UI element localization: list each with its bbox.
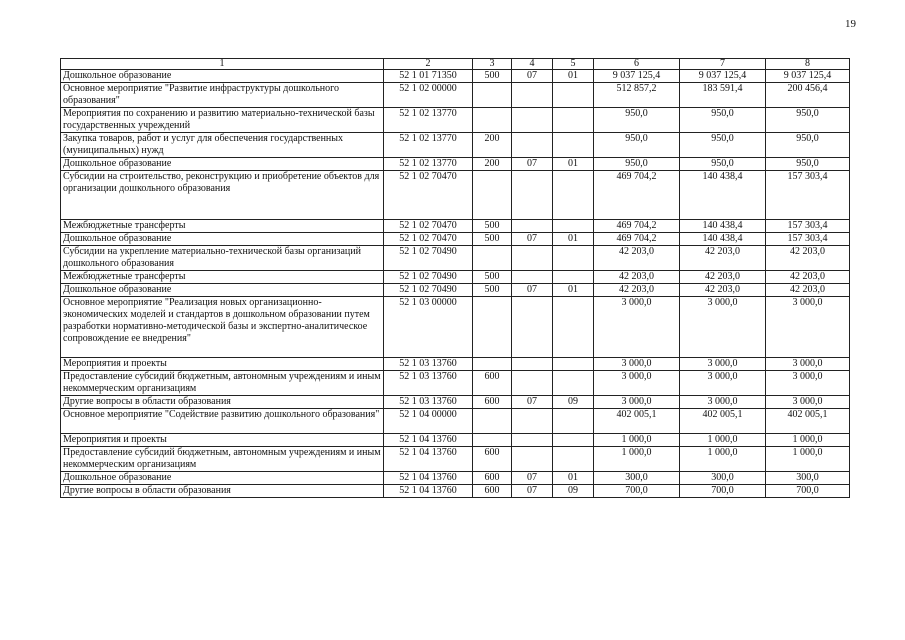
- row-col6-cell: 1 000,0: [594, 447, 680, 472]
- row-name-cell: Субсидии на укрепление материально-технической базы организаций дошкольного образования: [61, 246, 384, 271]
- column-header: 5: [553, 59, 594, 70]
- row-col3-cell: [473, 409, 512, 434]
- row-col6-cell: 3 000,0: [594, 358, 680, 371]
- row-col7-cell: 700,0: [680, 485, 766, 498]
- row-code-cell: 52 1 04 13760: [384, 472, 473, 485]
- row-col4-cell: 07: [512, 472, 553, 485]
- table-row: [61, 485, 850, 498]
- row-col3-cell: [473, 171, 512, 220]
- row-col8-cell: 9 037 125,4: [766, 70, 850, 83]
- row-col8-cell: 200 456,4: [766, 83, 850, 108]
- row-col4-cell: [512, 358, 553, 371]
- row-col6-cell: 469 704,2: [594, 220, 680, 233]
- row-col8-cell: 950,0: [766, 108, 850, 133]
- row-col3-cell: 200: [473, 133, 512, 158]
- row-code-cell: 52 1 02 70490: [384, 284, 473, 297]
- row-col7-cell: 1 000,0: [680, 447, 766, 472]
- row-name-cell: Другие вопросы в области образования: [61, 396, 384, 409]
- row-col8-cell: 402 005,1: [766, 409, 850, 434]
- row-col5-cell: [553, 434, 594, 447]
- page-number: 19: [845, 18, 856, 30]
- row-col8-cell: 3 000,0: [766, 358, 850, 371]
- row-col3-cell: [473, 358, 512, 371]
- row-col8-cell: 1 000,0: [766, 434, 850, 447]
- column-header: 6: [594, 59, 680, 70]
- row-col3-cell: [473, 297, 512, 358]
- row-col4-cell: 07: [512, 485, 553, 498]
- row-col4-cell: 07: [512, 233, 553, 246]
- table-body: [61, 70, 850, 498]
- row-col5-cell: 01: [553, 233, 594, 246]
- table-row: [61, 108, 850, 133]
- row-code-cell: 52 1 04 13760: [384, 434, 473, 447]
- row-name-cell: Дошкольное образование: [61, 284, 384, 297]
- row-code-cell: 52 1 02 70470: [384, 233, 473, 246]
- table-row: [61, 447, 850, 472]
- row-col4-cell: 07: [512, 396, 553, 409]
- column-header: 8: [766, 59, 850, 70]
- row-col6-cell: 402 005,1: [594, 409, 680, 434]
- row-code-cell: 52 1 02 13770: [384, 158, 473, 171]
- row-code-cell: 52 1 03 13760: [384, 396, 473, 409]
- row-col4-cell: [512, 108, 553, 133]
- table-row: [61, 358, 850, 371]
- row-col4-cell: [512, 434, 553, 447]
- table-row: [61, 246, 850, 271]
- row-code-cell: 52 1 04 00000: [384, 409, 473, 434]
- row-col7-cell: 3 000,0: [680, 371, 766, 396]
- row-code-cell: 52 1 04 13760: [384, 485, 473, 498]
- row-col5-cell: [553, 271, 594, 284]
- row-col5-cell: [553, 371, 594, 396]
- row-col8-cell: 700,0: [766, 485, 850, 498]
- row-col5-cell: [553, 358, 594, 371]
- row-col3-cell: 500: [473, 233, 512, 246]
- row-col3-cell: [473, 83, 512, 108]
- row-col3-cell: 600: [473, 396, 512, 409]
- row-col3-cell: 600: [473, 447, 512, 472]
- row-col7-cell: 950,0: [680, 158, 766, 171]
- row-col4-cell: [512, 271, 553, 284]
- row-col8-cell: 950,0: [766, 158, 850, 171]
- row-code-cell: 52 1 02 00000: [384, 83, 473, 108]
- row-col5-cell: 01: [553, 472, 594, 485]
- table-row: [61, 220, 850, 233]
- row-name-cell: Другие вопросы в области образования: [61, 485, 384, 498]
- column-header: 3: [473, 59, 512, 70]
- table-row: [61, 171, 850, 220]
- column-header: 4: [512, 59, 553, 70]
- row-col7-cell: 140 438,4: [680, 171, 766, 220]
- row-col6-cell: 3 000,0: [594, 396, 680, 409]
- row-name-cell: Дошкольное образование: [61, 472, 384, 485]
- table-header-row: [61, 59, 850, 70]
- row-col6-cell: 512 857,2: [594, 83, 680, 108]
- row-col3-cell: 600: [473, 472, 512, 485]
- row-name-cell: Дошкольное образование: [61, 158, 384, 171]
- row-col6-cell: 1 000,0: [594, 434, 680, 447]
- row-col5-cell: [553, 447, 594, 472]
- row-col5-cell: [553, 246, 594, 271]
- table-row: [61, 297, 850, 358]
- row-name-cell: Закупка товаров, работ и услуг для обеспечения государственных (муниципальных) нужд: [61, 133, 384, 158]
- row-col8-cell: 3 000,0: [766, 297, 850, 358]
- table-row: [61, 284, 850, 297]
- row-col7-cell: 3 000,0: [680, 297, 766, 358]
- row-code-cell: 52 1 03 00000: [384, 297, 473, 358]
- row-code-cell: 52 1 02 70470: [384, 171, 473, 220]
- table-row: [61, 158, 850, 171]
- row-name-cell: Мероприятия и проекты: [61, 358, 384, 371]
- row-col7-cell: 950,0: [680, 133, 766, 158]
- row-col6-cell: 9 037 125,4: [594, 70, 680, 83]
- row-name-cell: Мероприятия и проекты: [61, 434, 384, 447]
- row-col5-cell: 01: [553, 70, 594, 83]
- row-col5-cell: [553, 108, 594, 133]
- row-col3-cell: 200: [473, 158, 512, 171]
- row-col8-cell: 950,0: [766, 133, 850, 158]
- row-col7-cell: 3 000,0: [680, 358, 766, 371]
- row-col8-cell: 157 303,4: [766, 233, 850, 246]
- row-col5-cell: 09: [553, 485, 594, 498]
- row-col4-cell: [512, 83, 553, 108]
- row-col7-cell: 42 203,0: [680, 284, 766, 297]
- row-col6-cell: 300,0: [594, 472, 680, 485]
- table-row: [61, 70, 850, 83]
- row-col8-cell: 157 303,4: [766, 171, 850, 220]
- row-col8-cell: 3 000,0: [766, 396, 850, 409]
- row-col4-cell: [512, 409, 553, 434]
- row-col6-cell: 42 203,0: [594, 284, 680, 297]
- row-col7-cell: 42 203,0: [680, 246, 766, 271]
- row-col3-cell: 600: [473, 371, 512, 396]
- row-col8-cell: 42 203,0: [766, 284, 850, 297]
- row-col7-cell: 950,0: [680, 108, 766, 133]
- row-name-cell: Субсидии на строительство, реконструкцию и приобретение объектов для организации дошкольного образования: [61, 171, 384, 220]
- row-col7-cell: 9 037 125,4: [680, 70, 766, 83]
- row-code-cell: 52 1 02 13770: [384, 133, 473, 158]
- row-col8-cell: 42 203,0: [766, 246, 850, 271]
- row-col6-cell: 469 704,2: [594, 233, 680, 246]
- row-name-cell: Основное мероприятие "Развитие инфраструктуры дошкольного образования": [61, 83, 384, 108]
- row-col4-cell: 07: [512, 158, 553, 171]
- row-col7-cell: 140 438,4: [680, 220, 766, 233]
- row-col7-cell: 183 591,4: [680, 83, 766, 108]
- row-col7-cell: 402 005,1: [680, 409, 766, 434]
- row-col7-cell: 300,0: [680, 472, 766, 485]
- column-header: 7: [680, 59, 766, 70]
- row-col3-cell: [473, 434, 512, 447]
- row-col4-cell: [512, 246, 553, 271]
- row-name-cell: Дошкольное образование: [61, 233, 384, 246]
- row-code-cell: 52 1 03 13760: [384, 358, 473, 371]
- table-row: [61, 371, 850, 396]
- table-row: [61, 83, 850, 108]
- row-col3-cell: 500: [473, 70, 512, 83]
- table-row: [61, 233, 850, 246]
- row-code-cell: 52 1 02 13770: [384, 108, 473, 133]
- row-col3-cell: 500: [473, 220, 512, 233]
- row-col6-cell: 950,0: [594, 133, 680, 158]
- row-col6-cell: 42 203,0: [594, 246, 680, 271]
- row-col4-cell: [512, 371, 553, 396]
- row-col8-cell: 300,0: [766, 472, 850, 485]
- row-name-cell: Основное мероприятие "Содействие развитию дошкольного образования": [61, 409, 384, 434]
- row-name-cell: Предоставление субсидий бюджетным, автономным учреждениям и иным некоммерческим организациям: [61, 447, 384, 472]
- row-col7-cell: 3 000,0: [680, 396, 766, 409]
- row-col5-cell: 01: [553, 284, 594, 297]
- row-col6-cell: 469 704,2: [594, 171, 680, 220]
- row-col6-cell: 950,0: [594, 108, 680, 133]
- row-col3-cell: [473, 108, 512, 133]
- row-col4-cell: [512, 447, 553, 472]
- row-code-cell: 52 1 02 70490: [384, 246, 473, 271]
- row-code-cell: 52 1 02 70470: [384, 220, 473, 233]
- row-col6-cell: 3 000,0: [594, 297, 680, 358]
- row-col4-cell: 07: [512, 284, 553, 297]
- row-col6-cell: 700,0: [594, 485, 680, 498]
- row-col8-cell: 42 203,0: [766, 271, 850, 284]
- row-col3-cell: 500: [473, 284, 512, 297]
- row-col6-cell: 42 203,0: [594, 271, 680, 284]
- budget-table: [60, 58, 850, 498]
- row-col4-cell: [512, 220, 553, 233]
- row-code-cell: 52 1 04 13760: [384, 447, 473, 472]
- row-col4-cell: 07: [512, 70, 553, 83]
- row-col5-cell: [553, 171, 594, 220]
- table-row: [61, 434, 850, 447]
- row-name-cell: Межбюджетные трансферты: [61, 271, 384, 284]
- row-col5-cell: [553, 83, 594, 108]
- row-col7-cell: 140 438,4: [680, 233, 766, 246]
- row-col3-cell: 600: [473, 485, 512, 498]
- row-col7-cell: 1 000,0: [680, 434, 766, 447]
- row-code-cell: 52 1 01 71350: [384, 70, 473, 83]
- column-header: 2: [384, 59, 473, 70]
- row-code-cell: 52 1 02 70490: [384, 271, 473, 284]
- row-name-cell: Основное мероприятие "Реализация новых организационно-экономических моделей и стандартов в дошкольном образовании путем разработки нормативно-методической базы и экспертно-аналитическое сопровождение ее внедрения": [61, 297, 384, 358]
- row-col8-cell: 1 000,0: [766, 447, 850, 472]
- row-col7-cell: 42 203,0: [680, 271, 766, 284]
- row-col4-cell: [512, 133, 553, 158]
- row-col8-cell: 3 000,0: [766, 371, 850, 396]
- row-col4-cell: [512, 297, 553, 358]
- row-col5-cell: [553, 133, 594, 158]
- table-row: [61, 133, 850, 158]
- row-col6-cell: 950,0: [594, 158, 680, 171]
- table-row: [61, 396, 850, 409]
- row-code-cell: 52 1 03 13760: [384, 371, 473, 396]
- column-header: 1: [61, 59, 384, 70]
- row-col5-cell: [553, 297, 594, 358]
- row-col3-cell: [473, 246, 512, 271]
- table-row: [61, 409, 850, 434]
- row-col3-cell: 500: [473, 271, 512, 284]
- row-name-cell: Дошкольное образование: [61, 70, 384, 83]
- row-col8-cell: 157 303,4: [766, 220, 850, 233]
- table-row: [61, 472, 850, 485]
- row-name-cell: Межбюджетные трансферты: [61, 220, 384, 233]
- row-col6-cell: 3 000,0: [594, 371, 680, 396]
- row-col5-cell: 01: [553, 158, 594, 171]
- row-col5-cell: 09: [553, 396, 594, 409]
- table-row: [61, 271, 850, 284]
- row-name-cell: Предоставление субсидий бюджетным, автономным учреждениям и иным некоммерческим организациям: [61, 371, 384, 396]
- row-col4-cell: [512, 171, 553, 220]
- row-name-cell: Мероприятия по сохранению и развитию материально-технической базы государственных учреждений: [61, 108, 384, 133]
- row-col5-cell: [553, 220, 594, 233]
- row-col5-cell: [553, 409, 594, 434]
